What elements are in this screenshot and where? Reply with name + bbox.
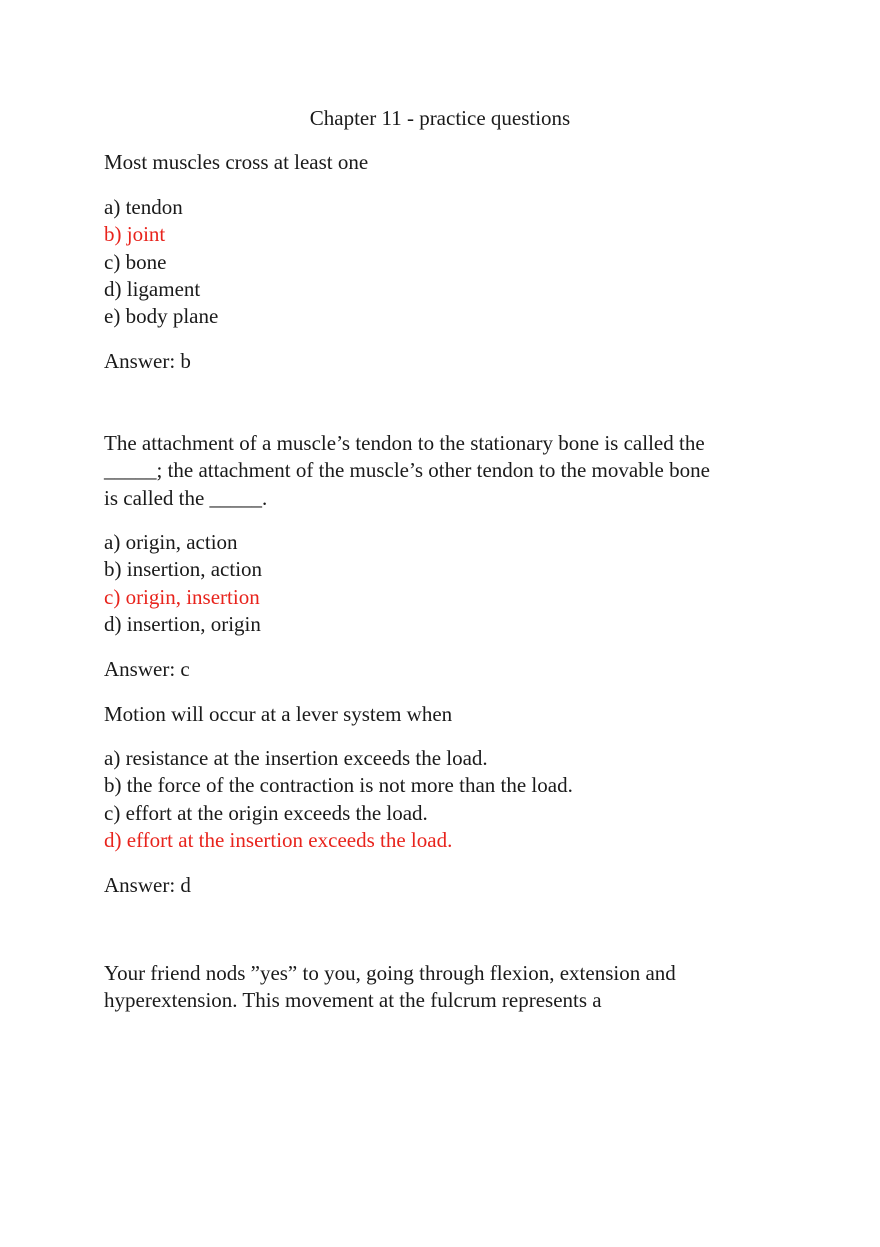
option-a: a) tendon bbox=[104, 195, 183, 219]
question-2-options bbox=[104, 529, 784, 638]
question-4-stem bbox=[104, 960, 784, 1015]
option-c: c) bone bbox=[104, 249, 167, 274]
stem-line: is called the _____. bbox=[104, 485, 268, 510]
option-d: d) ligament bbox=[104, 276, 201, 301]
option-c-correct: c) origin, insertion bbox=[104, 584, 260, 609]
stem-line: The attachment of a muscle’s tendon to the stationary bone is called the bbox=[104, 431, 705, 455]
question-2-answer bbox=[104, 656, 784, 683]
option-b-correct: b) joint bbox=[104, 222, 166, 247]
option-c: c) effort at the origin exceeds the load. bbox=[104, 800, 428, 825]
option-d-correct: d) effort at the insertion exceeds the load. bbox=[104, 827, 453, 852]
stem-line: Motion will occur at a lever system when bbox=[104, 702, 453, 726]
question-3-options bbox=[104, 745, 784, 854]
page-title: Chapter 11 - practice questions bbox=[309, 106, 571, 130]
option-e: e) body plane bbox=[104, 304, 219, 329]
stem-line: Your friend nods ”yes” to you, going through flexion, extension and bbox=[104, 961, 676, 985]
question-2-stem bbox=[104, 430, 784, 512]
question-1-options bbox=[104, 194, 784, 330]
answer-text: Answer: c bbox=[104, 657, 190, 681]
stem-line: hyperextension. This movement at the fulcrum represents a bbox=[104, 988, 602, 1013]
answer-text: Answer: b bbox=[104, 349, 191, 373]
question-3-answer bbox=[104, 872, 784, 899]
question-3-stem bbox=[104, 701, 784, 728]
question-1-answer bbox=[104, 348, 784, 375]
option-d: d) insertion, origin bbox=[104, 611, 261, 636]
stem-line: _____; the attachment of the muscle’s other tendon to the movable bone bbox=[104, 458, 710, 483]
answer-text: Answer: d bbox=[104, 873, 191, 897]
question-1-stem bbox=[104, 149, 784, 176]
stem-line: Most muscles cross at least one bbox=[104, 150, 369, 174]
option-a: a) origin, action bbox=[104, 530, 238, 554]
option-b: b) the force of the contraction is not more than the load. bbox=[104, 773, 573, 798]
option-a: a) resistance at the insertion exceeds the load. bbox=[104, 746, 488, 770]
option-b: b) insertion, action bbox=[104, 557, 263, 582]
